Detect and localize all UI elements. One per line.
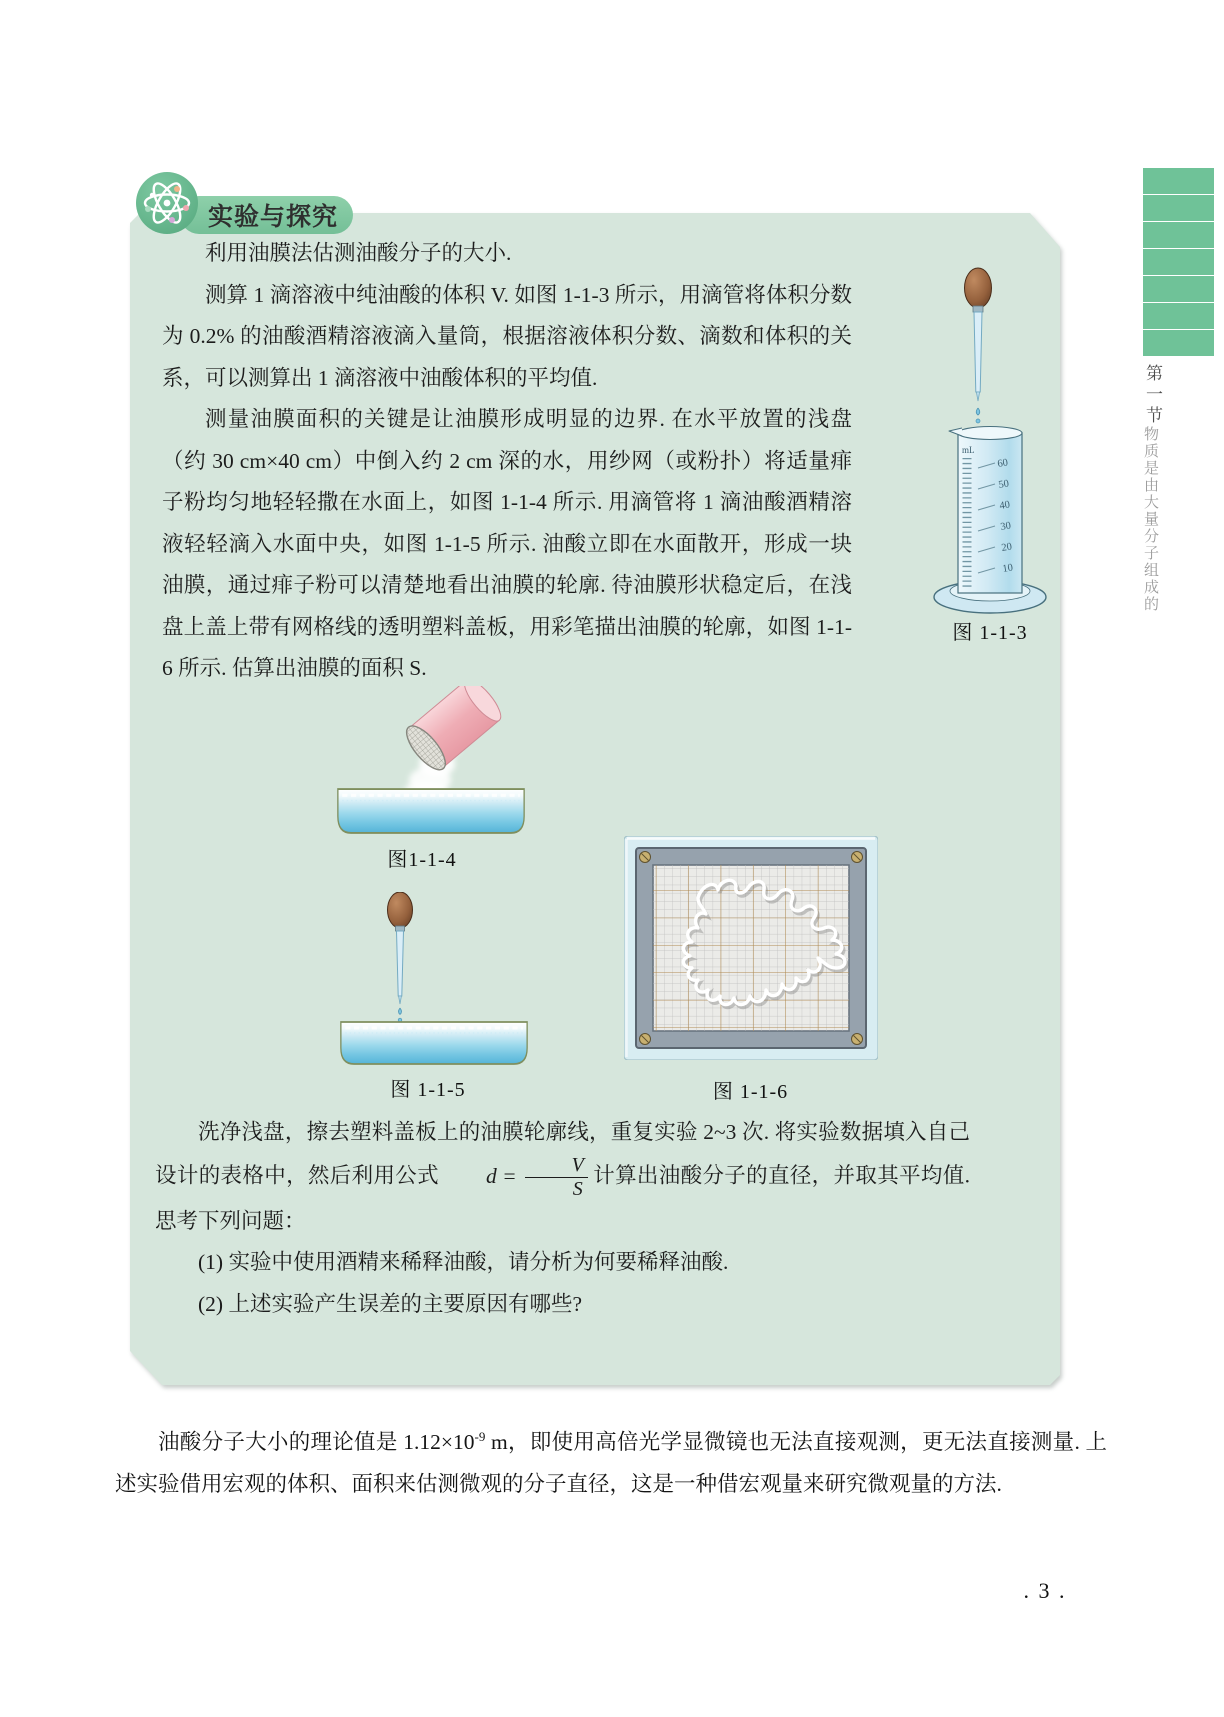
cylinder-scale-mark: 20 <box>1000 541 1013 554</box>
question-2: (2) 上述实验产生误差的主要原因有哪些? <box>198 1291 582 1316</box>
cylinder-scale-mark: 50 <box>997 478 1010 491</box>
figure-caption-1-1-4: 图1-1-4 <box>387 849 457 871</box>
chapter-tab <box>1143 303 1214 329</box>
grid-plate-figure <box>624 836 878 1060</box>
dropper-over-cylinder-figure <box>950 266 1006 426</box>
experiment-title: 实验与探究 <box>208 203 339 231</box>
chapter-tab <box>1143 276 1214 302</box>
formula-lhs: d = <box>486 1164 517 1189</box>
chapter-tab <box>1143 249 1214 275</box>
cylinder-scale-mark: 60 <box>996 457 1009 470</box>
repeat-text-after: 计算出油酸分子的直径，并取其平均值. 思考下列问题： <box>155 1162 970 1233</box>
section-title-vertical: 物质是由大量分子组成的 <box>1142 426 1159 613</box>
paragraph-measure-volume: 测算 1 滴溶液中纯油酸的体积 V. 如图 1-1-3 所示，用滴管将体积分数为 0.2% 的油酸酒精溶液滴入量筒，根据溶液体积分数、滴数和体积的关系，可以测算出 1 滴溶液中油酸体积的平均值. <box>162 282 852 390</box>
formula-d-equals-v-over-s <box>443 1154 589 1201</box>
atom-icon <box>140 176 194 230</box>
closing-text-before-sup: 油酸分子大小的理论值是 1.12×10 <box>158 1430 475 1455</box>
figure-caption-1-1-3: 图 1-1-3 <box>952 622 1028 644</box>
chapter-tab <box>1143 195 1214 221</box>
cylinder-scale-mark: 10 <box>1001 562 1014 575</box>
page-number: . 3 . <box>1023 1578 1067 1603</box>
paragraph-repeat-formula <box>155 1112 970 1242</box>
paragraph-intro: 利用油膜法估测油酸分子的大小. <box>205 241 512 265</box>
repeat-text-before: 洗净浅盘，擦去塑料盖板上的油膜轮廓线，重复实验 2~3 次. 将实验数据填入自己设计的表格中，然后利用公式 <box>155 1120 970 1187</box>
chapter-tab <box>1143 222 1214 248</box>
dropper-over-tray-figure <box>372 892 428 1024</box>
experiment-text-block <box>162 233 852 690</box>
question-1: (1) 实验中使用酒精来稀释油酸，请分析为何要稀释油酸. <box>198 1250 729 1274</box>
closing-paragraph-block <box>115 1416 1107 1505</box>
experiment-badge-pill <box>180 196 353 234</box>
exponent-superscript: -9 <box>474 1429 486 1444</box>
cylinder-unit-label: mL <box>962 445 975 455</box>
closing-text-after-sup: m，即使用高倍光学显微镜也无法直接观测，更无法直接测量. 上述实验借用宏观的体积、面积来估测微观的分子直径，这是一种借宏观量来研究微观量的方法. <box>115 1430 1107 1497</box>
chapter-tab-strip <box>1143 168 1214 357</box>
experiment-procedure-block <box>155 1112 970 1325</box>
closing-paragraph <box>115 1416 1107 1505</box>
formula-denominator: S <box>525 1177 588 1201</box>
chapter-tab <box>1143 168 1214 194</box>
formula-numerator: V <box>571 1153 584 1176</box>
water-tray-figure <box>335 1020 533 1066</box>
figure-caption-1-1-6: 图 1-1-6 <box>712 1081 789 1103</box>
water-tray-figure <box>332 787 530 835</box>
cylinder-scale-mark: 30 <box>999 520 1012 533</box>
cylinder-scale-mark: 40 <box>998 499 1011 512</box>
paragraph-film-area: 测量油膜面积的关键是让油膜形成明显的边界. 在水平放置的浅盘（约 30 cm×40 cm）中倒入约 2 cm 深的水，用纱网（或粉扑）将适量痱子粉均匀地轻轻撒在水面上，如图 1-1-4 所示. 用滴管将 1 滴油酸酒精溶液轻轻滴入水面中央，如图 1-1-5 所示. 油酸立即在水面散开，形成一块油膜，通过痱子粉可以清楚地看出油膜的轮廓. 待油膜形状稳定后，在浅盘上盖上带有网格线的透明塑料盖板，用彩笔描出油膜的轮廓，如图 1-1-6 所示. 估算出油膜的面积 S. <box>162 407 852 680</box>
chapter-tab <box>1143 330 1214 356</box>
powder-shaker-figure <box>390 686 530 796</box>
experiment-badge <box>136 172 198 234</box>
section-label-vertical: 第一节 <box>1143 364 1162 427</box>
figure-caption-1-1-5: 图 1-1-5 <box>390 1079 466 1101</box>
graduated-cylinder-figure <box>920 420 1060 620</box>
